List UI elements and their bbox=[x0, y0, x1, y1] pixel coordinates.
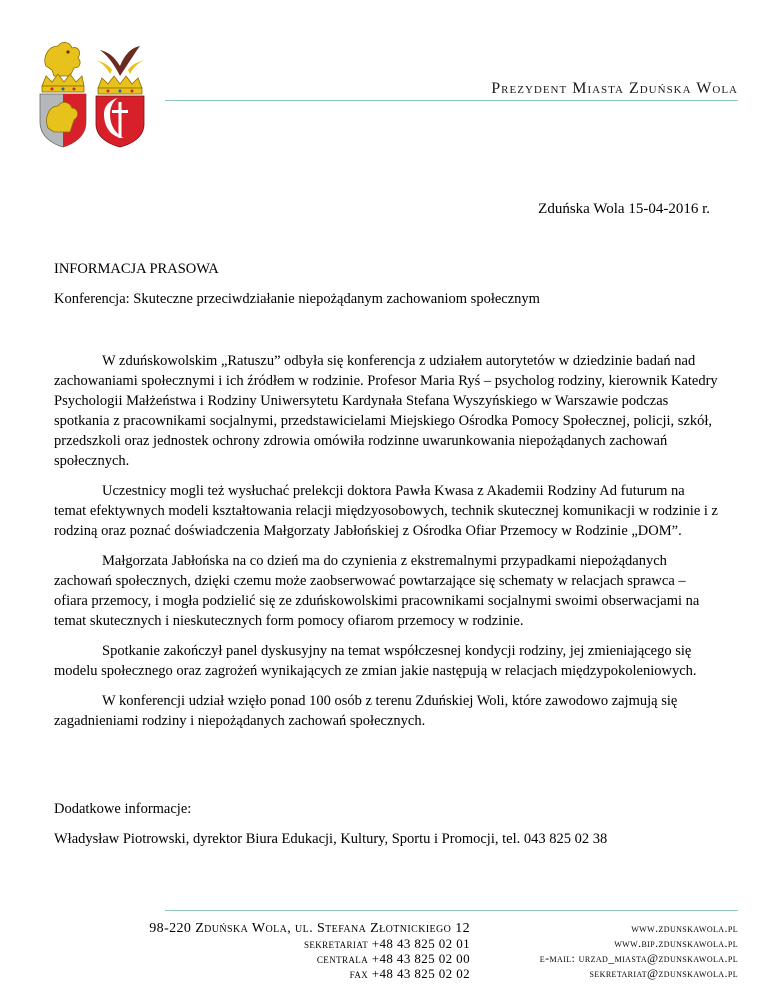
footer-fax: fax +48 43 825 02 02 bbox=[349, 966, 470, 981]
footer-website-link[interactable]: www.zdunskawola.pl bbox=[631, 921, 738, 935]
body-paragraph: Małgorzata Jabłońska na co dzień ma do czynienia z ekstremalnymi przypadkami niepożądanych zachowań społecznych, dzięki czemu może zaobserwować powtarzające się schematy w relacjach sprawca – ofiara przemocy, i mogła podzielić się ze zduńskowolskimi pracownikami socjalnymi swoimi obserwacjami na temat skutecznych i nieskutecznych form pomocy ofiarom przemocy w rodzinie. bbox=[54, 553, 700, 629]
contact-person: Władysław Piotrowski, dyrektor Biura Edukacji, Kultury, Sportu i Promocji, tel. 043 825 02 38 bbox=[54, 831, 608, 847]
footer-divider bbox=[165, 910, 738, 911]
body-paragraph: W konferencji udział wzięło ponad 100 osób z terenu Zduńskiej Woli, które zawodowo zajmują się zagadnieniami rodziny i niepożądanych zachowań społecznych. bbox=[54, 693, 678, 729]
document-subject: Konferencja: Skuteczne przeciwdziałanie niepożądanym zachowaniom społecznym bbox=[54, 291, 540, 307]
city-crest-sword-icon bbox=[90, 36, 150, 148]
footer-email-link[interactable]: e-mail: urzad_miasta@zdunskawola.pl bbox=[539, 951, 738, 965]
footer-switchboard-phone: centrala +48 43 825 02 00 bbox=[316, 951, 470, 966]
footer-secretariat-phone: sekretariat +48 43 825 02 01 bbox=[303, 936, 470, 951]
footer-address: 98-220 Zduńska Wola, ul. Stefana Złotnickiego 12 bbox=[149, 921, 470, 936]
footer-email2-link[interactable]: sekretariat@zdunskawola.pl bbox=[589, 966, 738, 980]
document-date: Zduńska Wola 15-04-2016 r. bbox=[538, 201, 710, 217]
header-title: Prezydent Miasta Zduńska Wola bbox=[491, 80, 738, 97]
contact-label: Dodatkowe informacje: bbox=[54, 801, 192, 817]
footer-address-block bbox=[149, 921, 470, 981]
body-paragraph: Spotkanie zakończył panel dyskusyjny na temat współczesnej kondycji rodziny, jej zmieniającego się modelu społecznego oraz zagrożeń wynikających ze zmian jakie następują w relacjach międzypokoleniowych. bbox=[54, 643, 697, 679]
footer-bip-link[interactable]: www.bip.zdunskawola.pl bbox=[614, 936, 738, 950]
header-divider bbox=[165, 100, 738, 101]
footer-contact-block bbox=[540, 921, 738, 981]
body-paragraph: Uczestnicy mogli też wysłuchać prelekcji doktora Pawła Kwasa z Akademii Rodziny Ad futurum na temat efektywnych modeli kształtowania relacji międzyosobowych, technik skutecznej komunikacji w rodzinie i z rodziną oraz poznać doświadczenia Małgorzaty Jabłońskiej z Ośrodka Ofiar Przemocy w Rodzinie „DOM”. bbox=[54, 483, 718, 539]
document-label: INFORMACJA PRASOWA bbox=[54, 261, 219, 277]
body-paragraph: W zduńskowolskim „Ratuszu” odbyła się konferencja z udziałem autorytetów w dziedzinie badań nad zachowaniami społecznymi i ich źródłem w rodzinie. Profesor Maria Ryś – psycholog rodziny, kierownik Katedry Psychologii Małżeństwa i Rodziny Uniwersytetu Kardynała Stefana Wyszyńskiego w Warszawie podczas spotkania z pracownikami socjalnymi, przedstawicielami Miejskiego Ośrodka Pomocy Społecznej, policji, szkół, przedszkoli oraz jednostek ochrony zdrowia omówiła rodzinne uwarunkowania niepożądanych zachowań społecznych. bbox=[54, 353, 718, 469]
city-crest-lion-icon bbox=[34, 36, 90, 148]
document-body bbox=[54, 351, 720, 741]
